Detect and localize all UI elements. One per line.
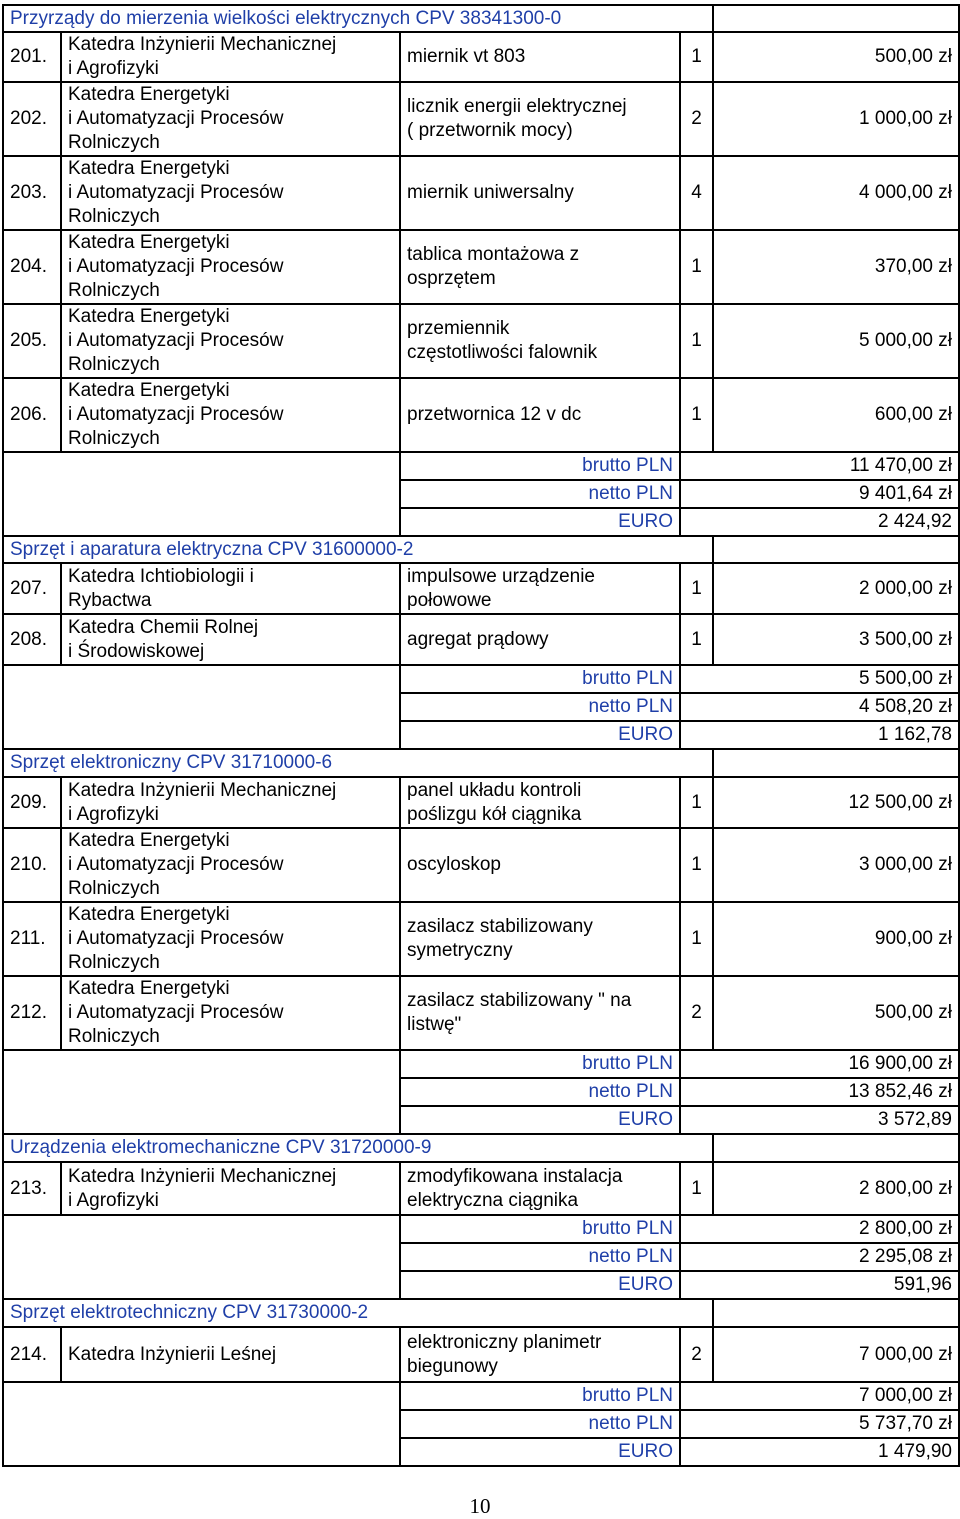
item-name-cell [400,777,680,828]
department-cell [61,32,400,82]
total-label: EURO [400,1438,680,1466]
item-number: 207. [3,563,61,614]
item-name-cell-line: ( przetwornik mocy) [407,120,573,141]
department-cell-line: Rolniczych [68,206,160,227]
item-name-cell-line: częstotliwości falownik [407,342,598,363]
department-cell-line: i Automatyzacji Procesów [68,928,284,949]
price-cell: 2 800,00 zł [713,1162,959,1215]
department-cell [61,614,400,665]
item-number: 203. [3,156,61,230]
department-cell-line: Katedra Energetyki [68,904,230,925]
price-cell: 3 500,00 zł [713,614,959,665]
department-cell [61,230,400,304]
item-name-cell-line: poślizgu kół ciągnika [407,803,582,825]
total-label: brutto PLN [400,1382,680,1410]
quantity-cell: 2 [680,1327,713,1382]
total-label: netto PLN [400,693,680,721]
total-label: netto PLN [400,1243,680,1271]
table-row [3,32,959,82]
price-cell: 5 000,00 zł [713,304,959,378]
total-value: 5 737,70 zł [680,1410,959,1438]
total-label: brutto PLN [400,665,680,693]
total-label: EURO [400,721,680,749]
total-label: brutto PLN [400,1215,680,1243]
department-cell-line: Katedra Inżynierii Mechanicznej [68,779,337,801]
price-cell: 500,00 zł [713,32,959,82]
empty-cell [3,452,400,536]
page-number: 10 [469,1494,491,1518]
item-number: 202. [3,82,61,156]
price-cell: 3 000,00 zł [713,828,959,902]
item-name-cell-line: elektryczna ciągnika [407,1189,579,1211]
category-title: Sprzęt elektrotechniczny CPV 31730000-2 [3,1299,713,1327]
item-name-cell [400,1162,680,1215]
item-number: 208. [3,614,61,665]
item-name-cell-line: elektroniczny planimetr [407,1331,602,1353]
category-row [3,536,959,563]
empty-cell [713,1299,959,1327]
department-cell-line: Katedra Energetyki [68,84,230,105]
item-name-cell [400,902,680,976]
total-value: 11 470,00 zł [680,452,959,480]
item-number: 204. [3,230,61,304]
department-cell-line: Katedra Energetyki [68,158,230,179]
department-cell-line: Katedra Inżynierii Mechanicznej [68,34,337,55]
total-value: 5 500,00 zł [680,665,959,693]
table-row [3,777,959,828]
department-cell [61,156,400,230]
department-cell-line: i Agrofizyki [68,1189,159,1211]
quantity-cell: 1 [680,777,713,828]
item-name-cell-line: osprzętem [407,268,496,289]
item-name-cell [400,828,680,902]
department-cell [61,902,400,976]
department-cell-line: Rolniczych [68,132,160,153]
item-number: 210. [3,828,61,902]
total-label: brutto PLN [400,1050,680,1078]
quantity-cell: 2 [680,82,713,156]
total-value: 1 162,78 [680,721,959,749]
total-label: EURO [400,508,680,536]
department-cell-line: Katedra Energetyki [68,978,230,999]
quantity-cell: 1 [680,304,713,378]
total-label: netto PLN [400,1410,680,1438]
total-value: 9 401,64 zł [680,480,959,508]
total-row [3,1215,959,1243]
item-name-cell-line: listwę" [407,1014,462,1035]
quantity-cell: 1 [680,563,713,614]
quantity-cell: 2 [680,976,713,1050]
item-name-cell-line: zmodyfikowana instalacja [407,1165,623,1187]
table-row [3,378,959,452]
quantity-cell: 4 [680,156,713,230]
total-value: 2 295,08 zł [680,1243,959,1271]
department-cell-line: i Automatyzacji Procesów [68,1002,284,1023]
empty-cell [713,749,959,777]
total-value: 3 572,89 [680,1106,959,1134]
item-number: 212. [3,976,61,1050]
item-name-cell [400,976,680,1050]
department-cell-line: i Automatyzacji Procesów [68,404,284,425]
total-value: 1 479,90 [680,1438,959,1466]
department-cell-line: Katedra Inżynierii Leśnej [68,1343,277,1365]
department-cell [61,1327,400,1382]
quantity-cell: 1 [680,378,713,452]
department-cell [61,304,400,378]
table-row [3,614,959,665]
category-row [3,749,959,777]
department-cell-line: i Automatyzacji Procesów [68,256,284,277]
table-row [3,230,959,304]
item-name-cell [400,378,680,452]
item-name-cell [400,304,680,378]
item-name-cell-line: przetwornica 12 v dc [407,404,582,425]
department-cell-line: i Automatyzacji Procesów [68,182,284,203]
department-cell [61,828,400,902]
item-name-cell-line: przemiennik [407,318,510,339]
department-cell-line: Rolniczych [68,1026,160,1047]
item-name-cell-line: miernik uniwersalny [407,182,574,203]
empty-cell [3,1382,400,1466]
department-cell [61,976,400,1050]
department-cell [61,1162,400,1215]
procurement-table-body [3,5,959,1466]
department-cell-line: Rolniczych [68,952,160,973]
department-cell-line: i Automatyzacji Procesów [68,330,284,351]
price-cell: 12 500,00 zł [713,777,959,828]
total-value: 2 800,00 zł [680,1215,959,1243]
department-cell-line: Katedra Energetyki [68,232,230,253]
category-title: Sprzęt elektroniczny CPV 31710000-6 [3,749,713,777]
table-row [3,1327,959,1382]
procurement-table [2,4,960,1467]
total-label: EURO [400,1271,680,1299]
item-name-cell-line: połowowe [407,589,492,611]
empty-cell [713,1134,959,1162]
total-value: 7 000,00 zł [680,1382,959,1410]
item-name-cell-line: miernik vt 803 [407,46,526,67]
category-title: Urządzenia elektromechaniczne CPV 31720000-9 [3,1134,713,1162]
quantity-cell: 1 [680,32,713,82]
item-number: 209. [3,777,61,828]
table-row [3,156,959,230]
table-row [3,563,959,614]
item-name-cell-line: licznik energii elektrycznej [407,96,627,117]
department-cell [61,378,400,452]
department-cell-line: i Środowiskowej [68,640,205,662]
price-cell: 500,00 zł [713,976,959,1050]
table-row [3,1162,959,1215]
empty-cell [3,1215,400,1299]
total-label: EURO [400,1106,680,1134]
total-label: brutto PLN [400,452,680,480]
item-name-cell-line: agregat prądowy [407,628,549,650]
price-cell: 2 000,00 zł [713,563,959,614]
item-name-cell [400,82,680,156]
department-cell [61,563,400,614]
price-cell: 600,00 zł [713,378,959,452]
price-cell: 900,00 zł [713,902,959,976]
item-name-cell-line: zasilacz stabilizowany " na [407,990,632,1011]
department-cell-line: Katedra Chemii Rolnej [68,616,259,638]
category-row [3,1299,959,1327]
total-value: 13 852,46 zł [680,1078,959,1106]
department-cell-line: i Agrofizyki [68,803,159,825]
category-title: Przyrządy do mierzenia wielkości elektrycznych CPV 38341300-0 [3,5,713,32]
total-row [3,665,959,693]
quantity-cell: 1 [680,1162,713,1215]
table-row [3,902,959,976]
total-row [3,452,959,480]
category-row [3,5,959,32]
item-name-cell [400,1327,680,1382]
price-cell: 1 000,00 zł [713,82,959,156]
quantity-cell: 1 [680,614,713,665]
item-name-cell [400,563,680,614]
total-label: netto PLN [400,1078,680,1106]
department-cell-line: Rolniczych [68,280,160,301]
category-title: Sprzęt i aparatura elektryczna CPV 31600000-2 [3,536,713,563]
total-value: 4 508,20 zł [680,693,959,721]
empty-cell [713,536,959,563]
category-row [3,1134,959,1162]
item-number: 206. [3,378,61,452]
department-cell-line: Katedra Energetyki [68,830,230,851]
item-number: 213. [3,1162,61,1215]
item-name-cell [400,230,680,304]
item-name-cell-line: oscyloskop [407,854,501,875]
quantity-cell: 1 [680,828,713,902]
total-row [3,1050,959,1078]
department-cell-line: Katedra Ichtiobiologii i [68,565,254,587]
total-value: 2 424,92 [680,508,959,536]
item-name-cell [400,156,680,230]
quantity-cell: 1 [680,230,713,304]
department-cell [61,777,400,828]
department-cell-line: i Automatyzacji Procesów [68,854,284,875]
quantity-cell: 1 [680,902,713,976]
total-value: 591,96 [680,1271,959,1299]
department-cell-line: Rolniczych [68,354,160,375]
price-cell: 370,00 zł [713,230,959,304]
item-name-cell [400,32,680,82]
empty-cell [3,1050,400,1134]
total-value: 16 900,00 zł [680,1050,959,1078]
department-cell-line: Rolniczych [68,428,160,449]
empty-cell [713,5,959,32]
item-name-cell-line: tablica montażowa z [407,244,580,265]
department-cell-line: Katedra Inżynierii Mechanicznej [68,1165,337,1187]
department-cell-line: Rybactwa [68,589,152,611]
department-cell-line: i Automatyzacji Procesów [68,108,284,129]
item-name-cell-line: impulsowe urządzenie [407,565,595,587]
item-name-cell-line: panel układu kontroli [407,779,582,801]
department-cell-line: Katedra Energetyki [68,380,230,401]
table-row [3,976,959,1050]
department-cell-line: i Agrofizyki [68,58,159,79]
department-cell [61,82,400,156]
item-number: 214. [3,1327,61,1382]
item-name-cell [400,614,680,665]
item-name-cell-line: symetryczny [407,940,513,961]
table-row [3,828,959,902]
table-row [3,82,959,156]
empty-cell [3,665,400,749]
table-row [3,304,959,378]
item-name-cell-line: biegunowy [407,1355,498,1377]
price-cell: 7 000,00 zł [713,1327,959,1382]
department-cell-line: Katedra Energetyki [68,306,230,327]
item-number: 211. [3,902,61,976]
item-number: 205. [3,304,61,378]
item-number: 201. [3,32,61,82]
total-label: netto PLN [400,480,680,508]
department-cell-line: Rolniczych [68,878,160,899]
total-row [3,1382,959,1410]
price-cell: 4 000,00 zł [713,156,959,230]
item-name-cell-line: zasilacz stabilizowany [407,916,593,937]
